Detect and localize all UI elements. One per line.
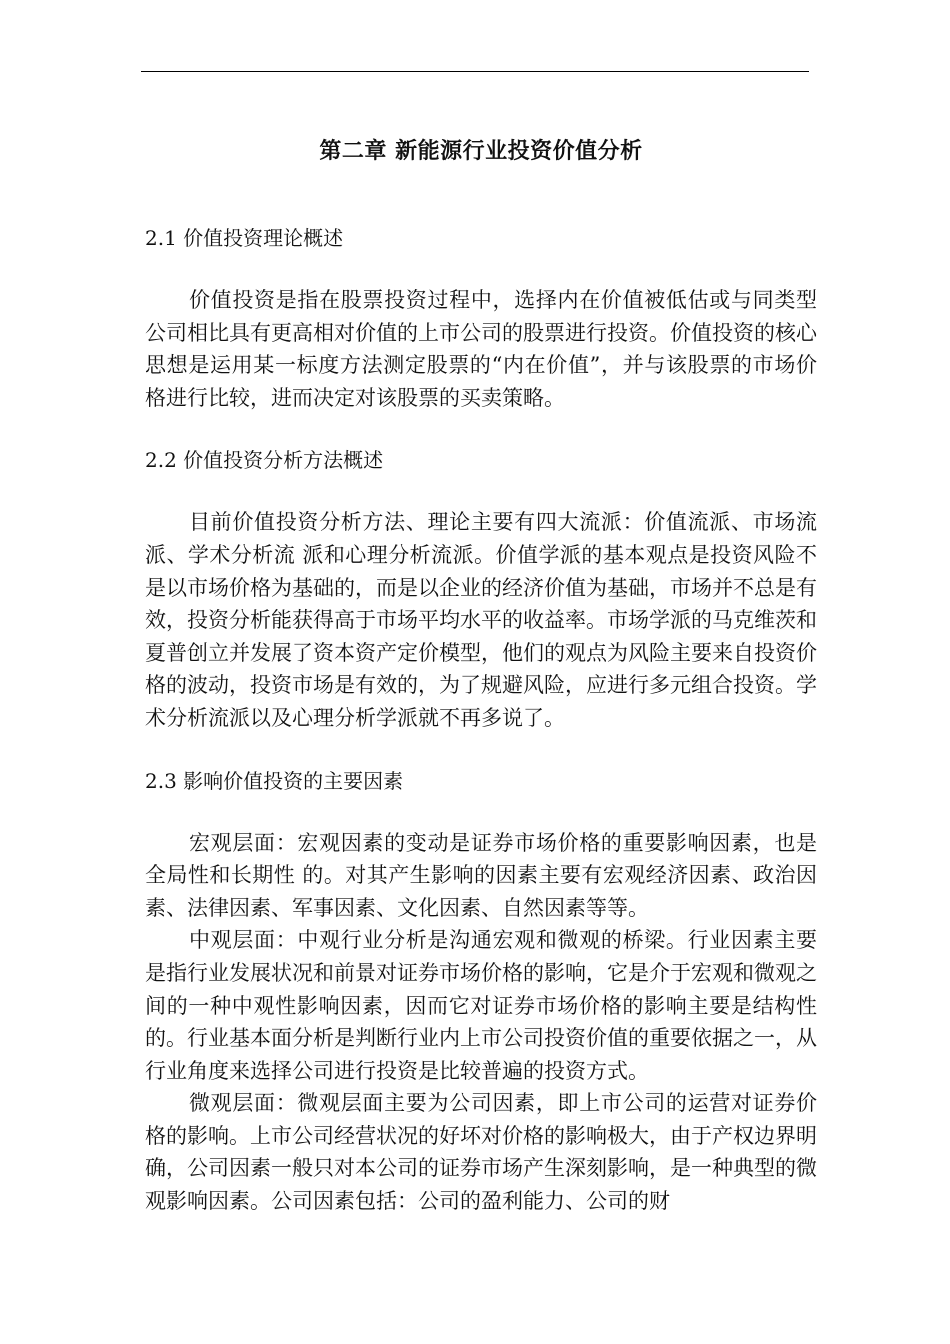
paragraph: 宏观层面：宏观因素的变动是证券市场价格的重要影响因素，也是全局性和长期性 的。对其产生影响的因素主要有宏观经济因素、政治因素、法律因素、军事因素、文化因素、自然因素等等。 [145, 830, 817, 920]
paragraph: 中观层面：中观行业分析是沟通宏观和微观的桥梁。行业因素主要是指行业发展状况和前景对证券市场价格的影响，它是介于宏观和微观之间的一种中观性影响因素，因而它对证券市场价格的影响主要是结构性的。行业基本面分析是判断行业内上市公司投资价值的重要依据之一，从行业角度来选择公司进行投资是比较普遍的投资方式。 [145, 928, 817, 1083]
section-2-1 [145, 222, 817, 414]
paragraph: 价值投资是指在股票投资过程中，选择内在价值被低估或与同类型公司相比具有更高相对价值的上市公司的股票进行投资。价值投资的核心思想是运用某一标度方法测定股票的“内在价值”，并与该股票的市场价格进行比较，进而决定对该股票的买卖策略。 [145, 288, 817, 410]
paragraph: 目前价值投资分析方法、理论主要有四大流派：价值流派、市场流派、学术分析流 派和心理分析流派。价值学派的基本观点是投资风险不是以市场价格为基础的，而是以企业的经济价值为基础，市场并不总是有效，投资分析能获得高于市场平均水平的收益率。市场学派的马克维茨和夏普创立并发展了资本资产定价模型，他们的观点为风险主要来自投资价格的波动，投资市场是有效的，为了规避风险，应进行多元组合投资。学术分析流派以及心理分析学派就不再多说了。 [145, 510, 817, 730]
page-content [145, 132, 817, 1218]
chapter-title: 第二章 新能源行业投资价值分析 [319, 139, 643, 164]
section-heading: 2.1 价值投资理论概述 [145, 226, 344, 250]
paragraph: 微观层面：微观层面主要为公司因素，即上市公司的运营对证券价格的影响。上市公司经营状况的好坏对价格的影响极大，由于产权边界明确，公司因素一般只对本公司的证券市场产生深刻影响，是一种典型的微观影响因素。公司因素包括：公司的盈利能力、公司的财 [145, 1091, 817, 1214]
section-heading: 2.3 影响价值投资的主要因素 [145, 768, 404, 793]
section-heading: 2.2 价值投资分析方法概述 [145, 448, 384, 473]
section-2-2 [145, 444, 817, 734]
section-2-3 [145, 765, 817, 1218]
header-rule [141, 71, 809, 72]
